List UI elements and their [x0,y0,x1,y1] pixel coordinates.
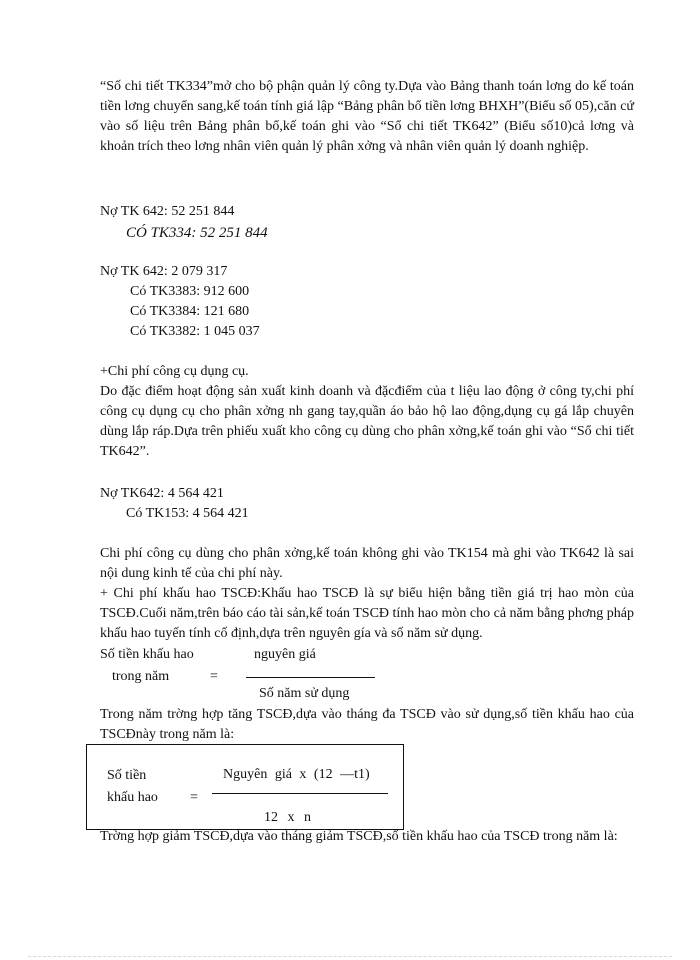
entry2-credit-2: Có TK3384: 121 680 [130,304,250,319]
paragraph-tools: Do đặc điểm hoạt động sản xuất kinh doanh và đặcđiểm của t liệu lao động ở công ty,chi phí công cụ dụng cụ cho phân xởng nh gang tay,quần áo bảo hộ lao động,dụng cụ gá lắp chuyên dùng lắp ráp.Dựa trên phiếu xuất kho công cụ dùng cho phân xởng,kế toán ghi vào “Sổ chi tiết TK642”. [100,384,634,459]
formula2-equals: = [190,790,198,805]
entry2-debit: Nợ TK 642: 2 079 317 [100,264,228,279]
formula1-fraction-bar [246,677,375,678]
formula1-numerator: nguyên giá [254,647,316,662]
formula1-lhs-line2: trong năm [112,669,170,684]
page-bottom-divider [28,956,672,957]
paragraph-depreciation: + Chi phí khấu hao TSCĐ:Khấu hao TSCĐ là sự biểu hiện bằng tiền giá trị hao mòn của TSCĐ.Cuối năm,trên báo cáo tài sản,kế toán TSCĐ tính hao mòn cho cả năm bằng phơng pháp khấu hao tuyến tính cố định,dựa trên nguyên gía và số năm sử dụng. [100,586,634,641]
entry3-debit: Nợ TK642: 4 564 421 [100,486,224,501]
tools-heading: +Chi phí công cụ dụng cụ. [100,364,249,379]
paragraph-payroll-intro: “Số chi tiết TK334”mở cho bộ phận quản lý công ty.Dựa vào Bảng thanh toán lơng do kế toán tiền lơng chuyển sang,kế toán tính giá lập “Bảng phân bổ tiền lơng BHXH”(Biểu số 05),căn cứ vào số liệu trên Bảng phân bổ,kế toán ghi vào “Sổ chi tiết TK642” (Biểu số10)cả lơng và khoản trích theo lơng nhân viên quản lý phân xởng và nhân viên quản lý doanh nghiệp. [100,79,634,154]
entry1-debit: Nợ TK 642: 52 251 844 [100,204,235,219]
entry1-credit: CÓ TK334: 52 251 844 [126,225,268,241]
paragraph-decrease: Trờng hợp giảm TSCĐ,dựa vào tháng giảm TSCĐ,số tiền khấu hao của TSCĐ trong năm là: [100,829,618,844]
formula2-lhs-line1: Số tiền [107,768,147,783]
formula2-lhs-line2: khấu hao [107,790,158,805]
formula2-denominator: 12 x n [264,810,311,825]
entry2-credit-1: Có TK3383: 912 600 [130,284,250,299]
paragraph-increase: Trong năm trờng hợp tăng TSCĐ,dựa vào tháng đa TSCĐ vào sử dụng,số tiền khấu hao của TSCĐnày trong năm là: [100,707,634,742]
formula2-box [86,744,404,830]
formula1-lhs-line1: Số tiền khấu hao [100,647,194,662]
formula1-equals: = [210,669,218,684]
entry2-credit-3: Có TK3382: 1 045 037 [130,324,260,339]
paragraph-tools-note: Chi phí công cụ dùng cho phân xởng,kế toán không ghi vào TK154 mà ghi vào TK642 là sai nội dung kinh tế của chi phí này. [100,546,634,581]
formula1-denominator: Số năm sử dụng [259,686,350,701]
entry3-credit: Có TK153: 4 564 421 [126,506,249,521]
formula2-numerator: Nguyên giá x (12 —t1) [223,767,370,782]
formula2-fraction-bar [212,793,388,794]
